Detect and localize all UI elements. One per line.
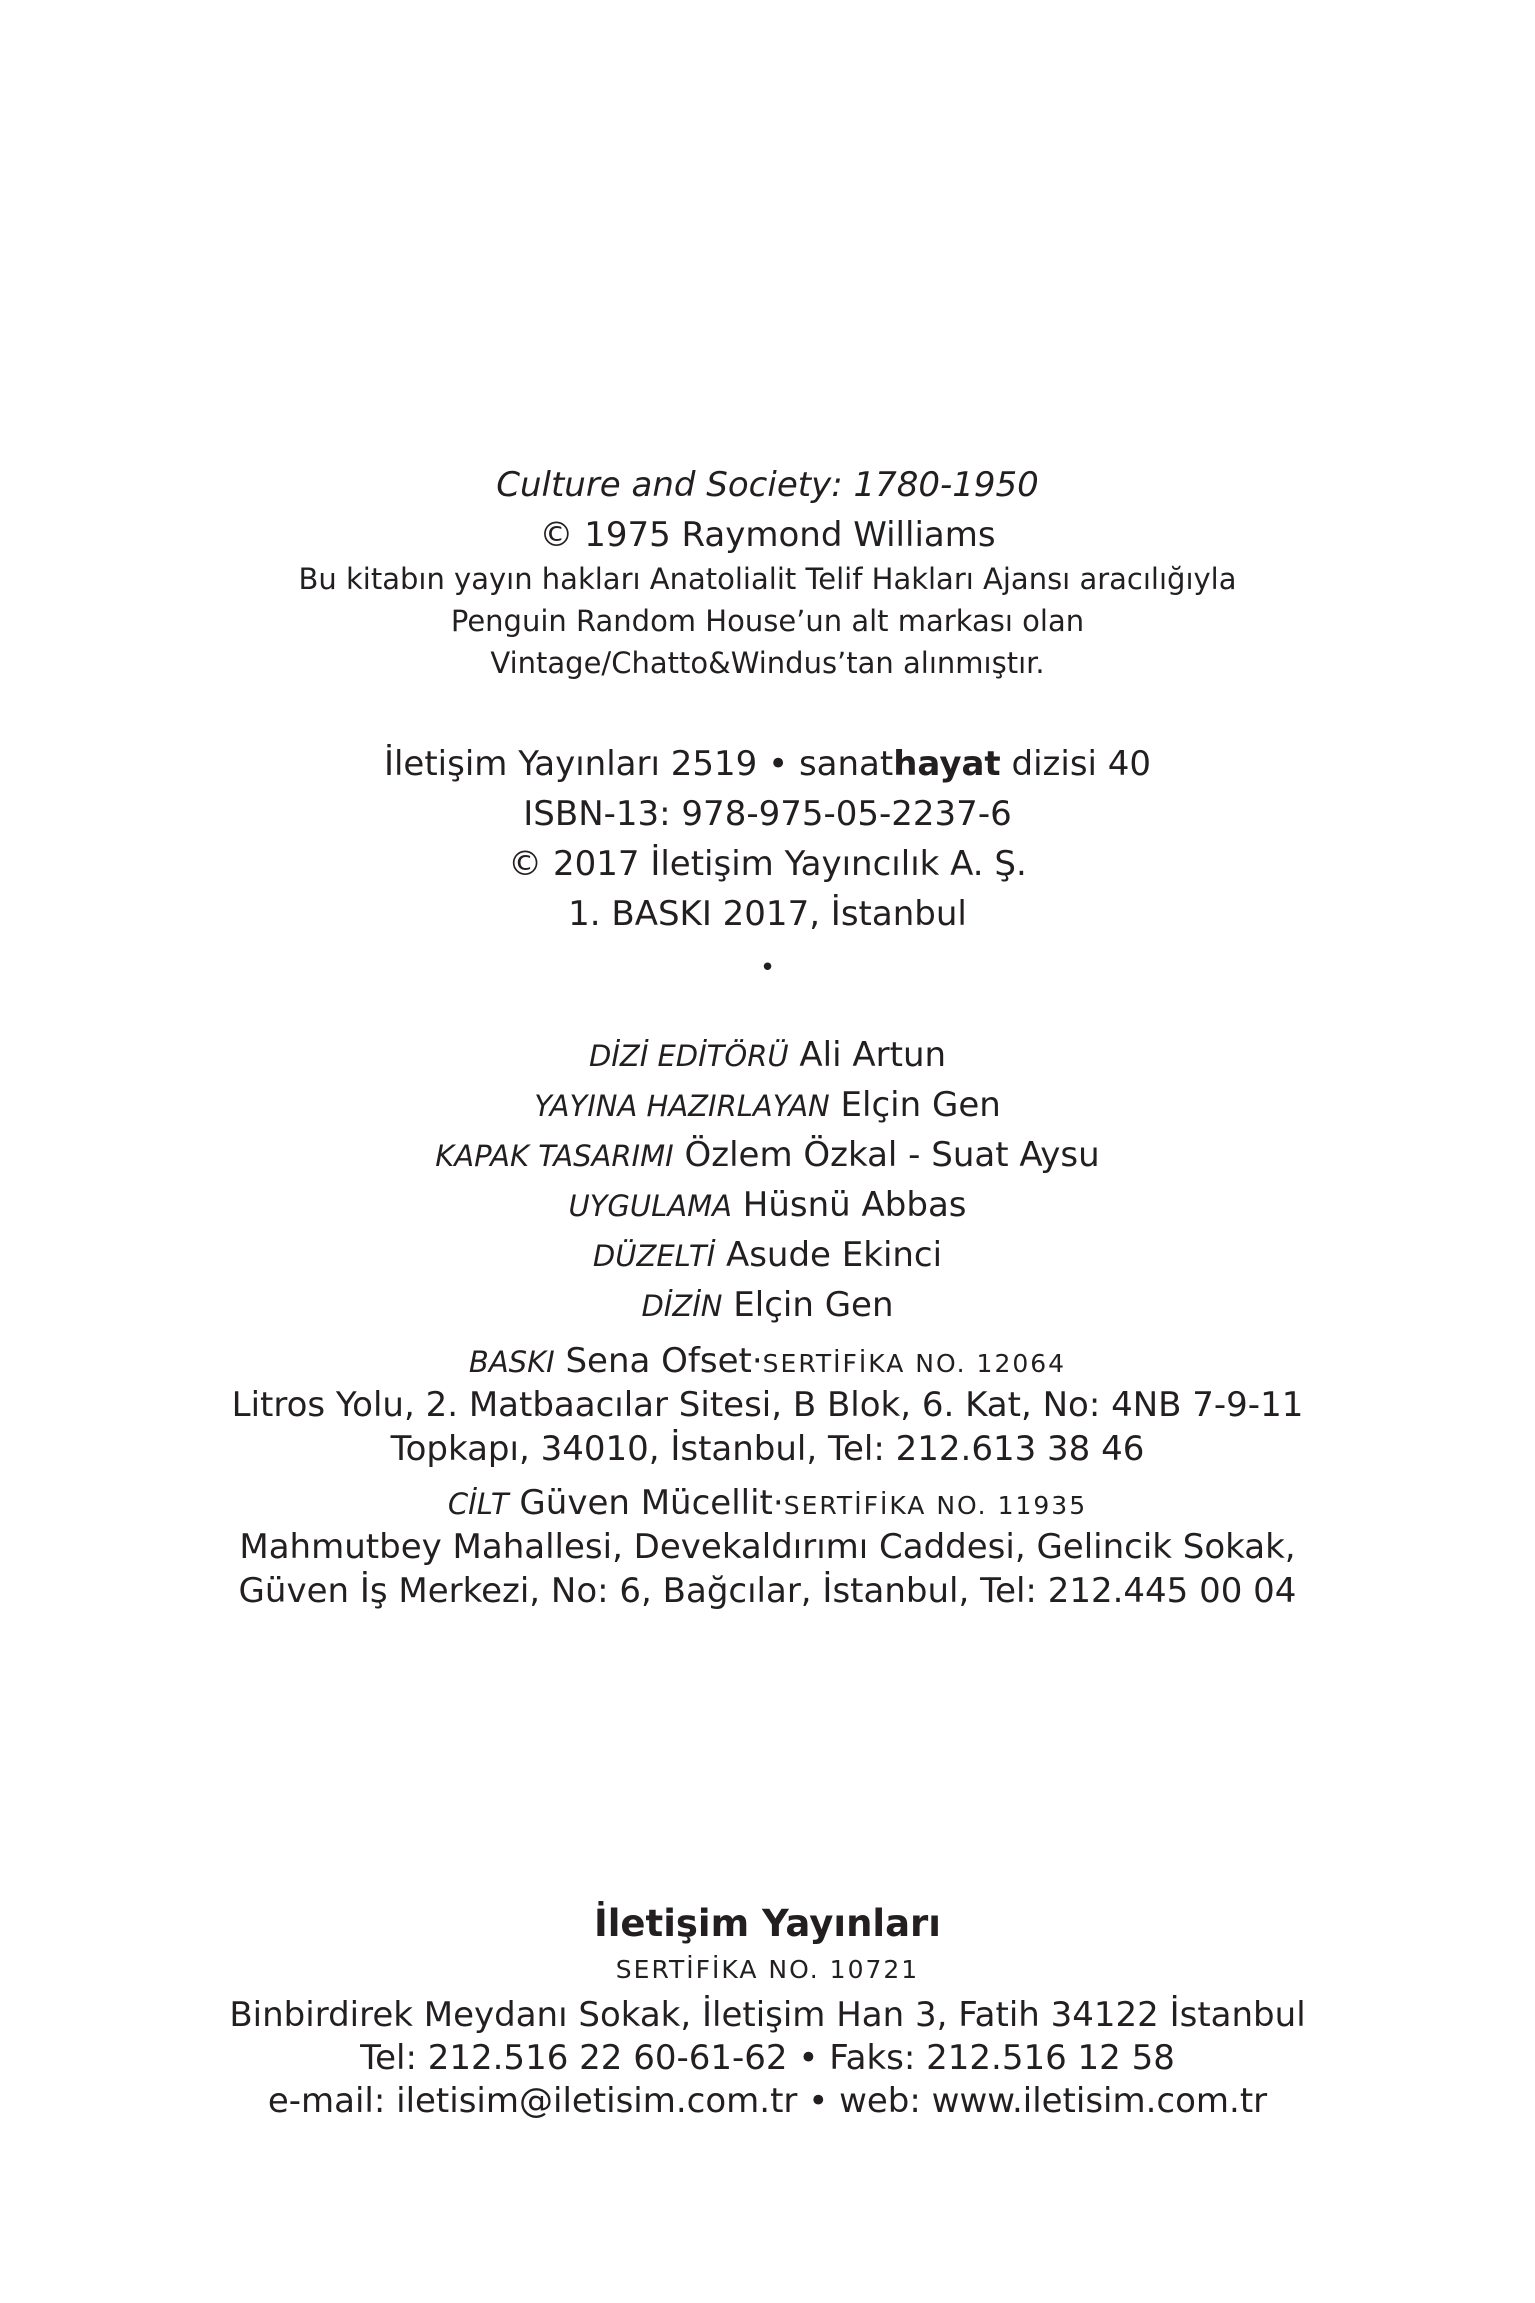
credit-line xyxy=(0,1285,1535,1325)
series-suffix: dizisi 40 xyxy=(1000,744,1152,784)
series-line xyxy=(0,744,1535,784)
printer-cert: SERTİFİKA NO. 12064 xyxy=(762,1349,1067,1378)
rights-line-1: Bu kitabın yayın hakları Anatolialit Telif Hakları Ajansı aracılığıyla xyxy=(298,562,1237,596)
credit-line xyxy=(0,1235,1535,1275)
printing-info: 1. BASKI 2017, İstanbul xyxy=(568,894,967,934)
section-separator: • xyxy=(759,953,776,983)
credit-name: Elçin Gen xyxy=(733,1285,894,1325)
printer-address-2: Topkapı, 34010, İstanbul, Tel: 212.613 38 46 xyxy=(390,1429,1145,1469)
series-prefix: İletişim Yayınları 2519 • sanat xyxy=(383,744,894,784)
printer-name: Sena Ofset xyxy=(565,1341,752,1381)
binding-address-1: Mahmutbey Mahallesi, Devekaldırımı Caddesi, Gelincik Sokak, xyxy=(239,1527,1296,1567)
publisher-name: İletişim Yayınları xyxy=(593,1902,941,1945)
binding-role: CİLT xyxy=(447,1487,509,1521)
isbn: ISBN-13: 978-975-05-2237-6 xyxy=(523,794,1012,834)
publisher-address: Binbirdirek Meydanı Sokak, İletişim Han 3, Fatih 34122 İstanbul xyxy=(229,1995,1306,2035)
credit-name: Hüsnü Abbas xyxy=(742,1185,967,1225)
publisher-contact: e-mail: iletisim@iletisim.com.tr • web: www.iletisim.com.tr xyxy=(267,2081,1268,2121)
printer-line xyxy=(0,1341,1535,1381)
rights-line-2: Penguin Random House’un alt markası olan xyxy=(450,604,1085,638)
credit-role: DİZİ EDİTÖRÜ xyxy=(588,1039,789,1073)
binding-line xyxy=(0,1483,1535,1523)
credit-line xyxy=(0,1085,1535,1125)
book-original-title: Culture and Society: 1780-1950 xyxy=(496,465,1039,505)
binding-address-2: Güven İş Merkezi, No: 6, Bağcılar, İstanbul, Tel: 212.445 00 04 xyxy=(238,1571,1297,1611)
rights-line-3: Vintage/Chatto&Windus’tan alınmıştır. xyxy=(490,646,1045,680)
series-bold: hayat xyxy=(893,744,1001,784)
binding-cert: SERTİFİKA NO. 11935 xyxy=(783,1491,1088,1520)
cert-dot: · xyxy=(772,1483,784,1523)
credit-role: DÜZELTİ xyxy=(592,1239,716,1273)
cert-dot: · xyxy=(751,1341,763,1381)
credit-line xyxy=(0,1185,1535,1225)
credit-line xyxy=(0,1135,1535,1175)
credit-role: YAYINA HAZIRLAYAN xyxy=(534,1089,830,1123)
credit-line xyxy=(0,1035,1535,1075)
credit-name: Elçin Gen xyxy=(840,1085,1001,1125)
binding-name: Güven Mücellit xyxy=(519,1483,773,1523)
original-copyright: © 1975 Raymond Williams xyxy=(539,515,996,555)
credit-role: DİZİN xyxy=(641,1289,723,1323)
publisher-cert: SERTİFİKA NO. 10721 xyxy=(615,1955,920,1984)
printer-role: BASKI xyxy=(468,1345,555,1379)
publisher-phone: Tel: 212.516 22 60-61-62 • Faks: 212.516 12 58 xyxy=(360,2038,1175,2078)
printer-address-1: Litros Yolu, 2. Matbaacılar Sitesi, B Blok, 6. Kat, No: 4NB 7-9-11 xyxy=(231,1385,1304,1425)
credit-role: UYGULAMA xyxy=(568,1189,732,1223)
credit-name: Özlem Özkal - Suat Aysu xyxy=(684,1135,1100,1175)
credit-role: KAPAK TASARIMI xyxy=(435,1139,674,1173)
publisher-copyright: © 2017 İletişim Yayıncılık A. Ş. xyxy=(508,844,1027,884)
credit-name: Asude Ekinci xyxy=(725,1235,943,1275)
credit-name: Ali Artun xyxy=(799,1035,947,1075)
